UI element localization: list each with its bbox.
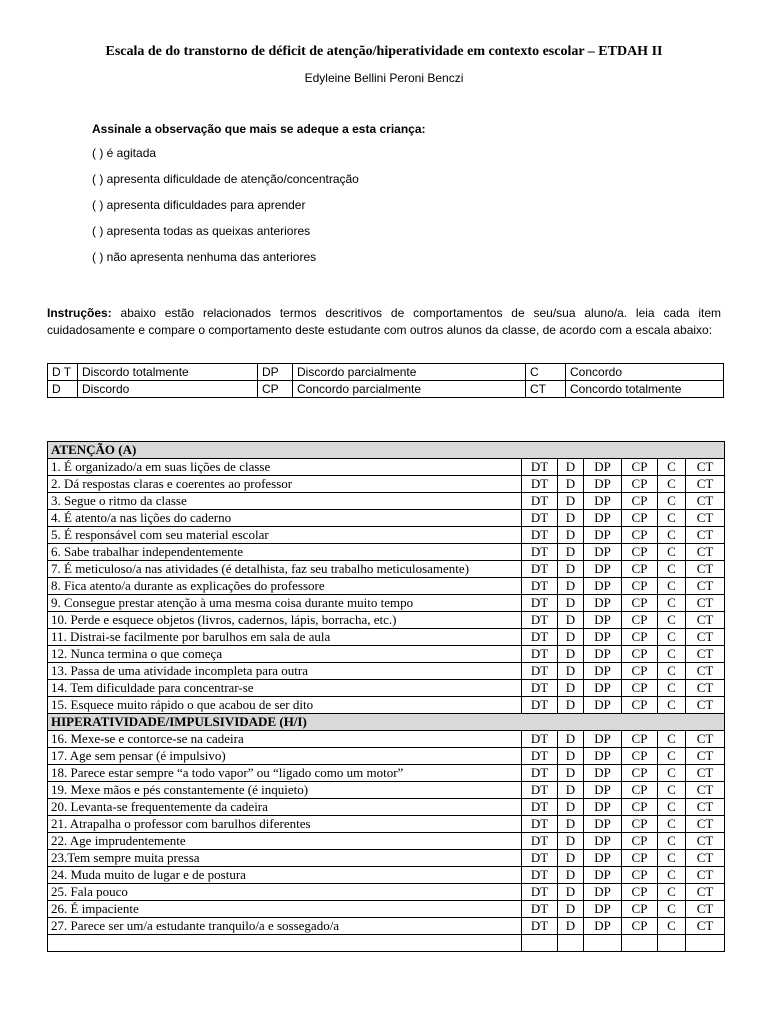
scale-option[interactable]: C [658, 918, 686, 935]
scale-option[interactable]: DP [584, 884, 622, 901]
table-row [48, 833, 725, 850]
table-row [48, 816, 725, 833]
scale-option[interactable]: CT [686, 833, 725, 850]
scale-option[interactable]: CP [622, 748, 658, 765]
scale-option[interactable]: DT [522, 595, 558, 612]
legend-code: C [526, 364, 566, 381]
scale-option[interactable]: DP [584, 459, 622, 476]
scale-option[interactable]: C [658, 544, 686, 561]
legend-row [48, 381, 724, 398]
scale-option[interactable]: CT [686, 884, 725, 901]
table-row [48, 510, 725, 527]
scale-option[interactable]: C [658, 884, 686, 901]
scale-option[interactable]: CT [686, 629, 725, 646]
scale-option[interactable]: D [558, 544, 584, 561]
item-text: 8. Fica atento/a durante as explicações do professore [48, 578, 522, 595]
legend-label: Discordo [78, 381, 258, 398]
scale-option[interactable]: CT [686, 646, 725, 663]
scale-option[interactable]: D [558, 680, 584, 697]
legend-label: Discordo parcialmente [293, 364, 526, 381]
scale-option[interactable]: C [658, 510, 686, 527]
scale-option[interactable]: CP [622, 680, 658, 697]
scale-option[interactable]: CP [622, 833, 658, 850]
scale-option[interactable]: C [658, 816, 686, 833]
legend-code: D T [48, 364, 78, 381]
scale-option[interactable]: CP [622, 578, 658, 595]
scale-option[interactable]: CT [686, 901, 725, 918]
scale-option[interactable]: C [658, 680, 686, 697]
scale-option[interactable]: DP [584, 612, 622, 629]
scale-option[interactable]: CP [622, 595, 658, 612]
scale-option[interactable]: DT [522, 680, 558, 697]
table-row [48, 578, 725, 595]
scale-option[interactable]: C [658, 595, 686, 612]
scale-option[interactable]: C [658, 748, 686, 765]
scale-option[interactable]: CT [686, 561, 725, 578]
observation-option[interactable]: ( ) não apresenta nenhuma das anteriores [92, 250, 317, 264]
scale-option[interactable]: DP [584, 782, 622, 799]
scale-option[interactable]: CP [622, 646, 658, 663]
scale-option[interactable]: CP [622, 867, 658, 884]
section-header-row [48, 442, 725, 459]
scale-option[interactable]: CT [686, 731, 725, 748]
item-text: 9. Consegue prestar atenção à uma mesma coisa durante muito tempo [48, 595, 522, 612]
scale-option[interactable]: CP [622, 561, 658, 578]
scale-option[interactable]: D [558, 612, 584, 629]
section-header-row [48, 714, 725, 731]
item-text: 2. Dá respostas claras e coerentes ao professor [48, 476, 522, 493]
table-row [48, 459, 725, 476]
scale-option[interactable]: CP [622, 493, 658, 510]
scale-option[interactable]: C [658, 799, 686, 816]
scale-option[interactable]: C [658, 901, 686, 918]
scale-option[interactable]: DP [584, 595, 622, 612]
scale-option[interactable]: DP [584, 527, 622, 544]
scale-option[interactable]: C [658, 833, 686, 850]
scale-option[interactable]: DT [522, 731, 558, 748]
scale-option[interactable]: CT [686, 510, 725, 527]
table-row [48, 782, 725, 799]
legend-row [48, 364, 724, 381]
observation-option[interactable]: ( ) é agitada [92, 146, 157, 160]
scale-option[interactable]: CT [686, 816, 725, 833]
table-row [48, 612, 725, 629]
scale-option[interactable]: DT [522, 765, 558, 782]
table-row [48, 629, 725, 646]
scale-option[interactable]: CT [686, 595, 725, 612]
scale-option[interactable]: CP [622, 510, 658, 527]
scale-option[interactable]: CP [622, 544, 658, 561]
item-text: 12. Nunca termina o que começa [48, 646, 522, 663]
scale-option[interactable]: C [658, 850, 686, 867]
scale-option[interactable]: DP [584, 493, 622, 510]
scale-option[interactable]: CT [686, 544, 725, 561]
scale-option[interactable]: CT [686, 918, 725, 935]
instructions [47, 305, 721, 339]
table-row [48, 850, 725, 867]
scale-option[interactable]: CP [622, 901, 658, 918]
table-row [48, 527, 725, 544]
legend-label: Discordo totalmente [78, 364, 258, 381]
scale-option[interactable]: DP [584, 629, 622, 646]
scale-option[interactable]: DT [522, 527, 558, 544]
scale-option[interactable]: DP [584, 918, 622, 935]
scale-option[interactable]: D [558, 867, 584, 884]
scale-option[interactable]: CT [686, 578, 725, 595]
scale-option[interactable]: DT [522, 510, 558, 527]
table-row [48, 884, 725, 901]
scale-option[interactable]: CT [686, 612, 725, 629]
scale-option[interactable]: D [558, 884, 584, 901]
legend-label: Concordo totalmente [566, 381, 724, 398]
table-row [48, 748, 725, 765]
item-text: 19. Mexe mãos e pés constantemente (é inquieto) [48, 782, 522, 799]
instructions-label: Instruções: [47, 306, 112, 320]
scale-option[interactable]: DP [584, 850, 622, 867]
scale-option[interactable]: CP [622, 850, 658, 867]
scale-option[interactable]: DP [584, 544, 622, 561]
scale-option[interactable]: C [658, 765, 686, 782]
scale-option[interactable]: D [558, 799, 584, 816]
item-text: 16. Mexe-se e contorce-se na cadeira [48, 731, 522, 748]
table-row [48, 731, 725, 748]
scale-option[interactable]: CP [622, 459, 658, 476]
scale-option[interactable]: C [658, 697, 686, 714]
scale-option[interactable]: D [558, 901, 584, 918]
scale-option[interactable]: CT [686, 459, 725, 476]
scale-option[interactable]: DT [522, 663, 558, 680]
scale-option[interactable]: D [558, 663, 584, 680]
legend-code: CP [258, 381, 293, 398]
empty-cell [584, 935, 622, 952]
scale-option[interactable]: CT [686, 867, 725, 884]
scale-option[interactable]: DT [522, 493, 558, 510]
legend-code: D [48, 381, 78, 398]
section-title: HIPERATIVIDADE/IMPULSIVIDADE (H/I) [48, 714, 725, 731]
scale-option[interactable]: D [558, 833, 584, 850]
item-text: 18. Parece estar sempre “a todo vapor” ou “ligado como um motor” [48, 765, 522, 782]
scale-option[interactable]: D [558, 731, 584, 748]
scale-option[interactable]: C [658, 612, 686, 629]
scale-option[interactable]: DT [522, 833, 558, 850]
scale-option[interactable]: D [558, 595, 584, 612]
scale-option[interactable]: D [558, 527, 584, 544]
item-text: 3. Segue o ritmo da classe [48, 493, 522, 510]
scale-option[interactable]: CT [686, 850, 725, 867]
scale-option[interactable]: DP [584, 663, 622, 680]
scale-option[interactable]: CT [686, 527, 725, 544]
scale-option[interactable]: D [558, 816, 584, 833]
scale-option[interactable]: CT [686, 782, 725, 799]
scale-option[interactable]: D [558, 748, 584, 765]
scale-option[interactable]: CP [622, 731, 658, 748]
item-text: 14. Tem dificuldade para concentrar-se [48, 680, 522, 697]
scale-option[interactable]: CT [686, 799, 725, 816]
scale-option[interactable]: CP [622, 799, 658, 816]
scale-option[interactable]: C [658, 459, 686, 476]
scale-option[interactable]: DP [584, 901, 622, 918]
scale-option[interactable]: CT [686, 748, 725, 765]
item-text: 5. É responsável com seu material escolar [48, 527, 522, 544]
scale-option[interactable]: CT [686, 493, 725, 510]
item-text: 13. Passa de uma atividade incompleta para outra [48, 663, 522, 680]
legend-code: DP [258, 364, 293, 381]
scale-option[interactable]: CP [622, 476, 658, 493]
legend-label: Concordo parcialmente [293, 381, 526, 398]
scale-option[interactable]: D [558, 493, 584, 510]
scale-legend [47, 363, 724, 398]
scale-option[interactable]: C [658, 646, 686, 663]
scale-option[interactable]: D [558, 850, 584, 867]
scale-option[interactable]: D [558, 697, 584, 714]
scale-option[interactable]: D [558, 476, 584, 493]
item-text: 27. Parece ser um/a estudante tranquilo/a e sossegado/a [48, 918, 522, 935]
scale-option[interactable]: D [558, 561, 584, 578]
scale-option[interactable]: DT [522, 884, 558, 901]
scale-option[interactable]: C [658, 527, 686, 544]
scale-option[interactable]: CP [622, 527, 658, 544]
observation-block [92, 122, 426, 275]
scale-option[interactable]: DP [584, 748, 622, 765]
scale-option[interactable]: DT [522, 850, 558, 867]
table-row [48, 476, 725, 493]
scale-option[interactable]: DP [584, 476, 622, 493]
scale-option[interactable]: CP [622, 918, 658, 935]
empty-cell [658, 935, 686, 952]
item-text: 6. Sabe trabalhar independentemente [48, 544, 522, 561]
scale-option[interactable]: CP [622, 884, 658, 901]
table-row [48, 765, 725, 782]
item-text: 7. É meticuloso/a nas atividades (é detalhista, faz seu trabalho meticulosamente) [48, 561, 522, 578]
scale-option[interactable]: DT [522, 476, 558, 493]
scale-option[interactable]: C [658, 782, 686, 799]
scale-option[interactable]: D [558, 782, 584, 799]
scale-option[interactable]: DT [522, 612, 558, 629]
scale-option[interactable]: CP [622, 782, 658, 799]
scale-option[interactable]: DT [522, 867, 558, 884]
item-text: 20. Levanta-se frequentemente da cadeira [48, 799, 522, 816]
scale-option[interactable]: DP [584, 731, 622, 748]
scale-option[interactable]: C [658, 731, 686, 748]
scale-option[interactable]: DT [522, 816, 558, 833]
item-text: 23.Tem sempre muita pressa [48, 850, 522, 867]
item-text: 11. Distrai-se facilmente por barulhos em sala de aula [48, 629, 522, 646]
scale-option[interactable]: C [658, 629, 686, 646]
scale-option[interactable]: CT [686, 680, 725, 697]
table-row [48, 680, 725, 697]
scale-option[interactable]: CP [622, 663, 658, 680]
document-title: Escala de do transtorno de déficit de atenção/hiperatividade em contexto escolar – ETDAH II [105, 44, 663, 59]
scale-option[interactable]: DT [522, 629, 558, 646]
scale-option[interactable]: DP [584, 680, 622, 697]
empty-cell [522, 935, 558, 952]
scale-option[interactable]: CT [686, 697, 725, 714]
scale-option[interactable]: DT [522, 799, 558, 816]
scale-option[interactable]: D [558, 918, 584, 935]
empty-cell [558, 935, 584, 952]
scale-option[interactable]: DT [522, 901, 558, 918]
scale-option[interactable]: DT [522, 578, 558, 595]
scale-option[interactable]: DP [584, 697, 622, 714]
observation-option[interactable]: ( ) apresenta dificuldades para aprender [92, 198, 306, 212]
scale-option[interactable]: DT [522, 561, 558, 578]
table-row [48, 901, 725, 918]
table-row [48, 561, 725, 578]
instructions-text: abaixo estão relacionados termos descritivos de comportamentos de seu/sua aluno/a. leia cada item cuidadosamente e compare o comportamento deste estudante com outros alunos da classe, de acordo com a escala abaixo: [47, 306, 721, 337]
scale-option[interactable]: DP [584, 765, 622, 782]
table-row [48, 544, 725, 561]
item-text: 17. Age sem pensar (é impulsivo) [48, 748, 522, 765]
item-text: 24. Muda muito de lugar e de postura [48, 867, 522, 884]
scale-option[interactable]: DT [522, 918, 558, 935]
scale-option[interactable]: CT [686, 663, 725, 680]
observation-question: Assinale a observação que mais se adeque a esta criança: [92, 122, 426, 136]
observation-option[interactable]: ( ) apresenta todas as queixas anteriores [92, 224, 311, 238]
table-row [48, 493, 725, 510]
table-row [48, 918, 725, 935]
scale-option[interactable]: CP [622, 612, 658, 629]
table-row [48, 595, 725, 612]
scale-option[interactable]: DT [522, 782, 558, 799]
scale-option[interactable]: CT [686, 765, 725, 782]
scale-option[interactable]: C [658, 663, 686, 680]
empty-cell [686, 935, 725, 952]
empty-cell [622, 935, 658, 952]
scale-option[interactable]: D [558, 459, 584, 476]
table-row [48, 646, 725, 663]
scale-option[interactable]: D [558, 629, 584, 646]
table-row [48, 663, 725, 680]
observation-option[interactable]: ( ) apresenta dificuldade de atenção/concentração [92, 172, 359, 186]
etdah-scale-table [47, 441, 725, 952]
scale-option[interactable]: DP [584, 867, 622, 884]
scale-option[interactable]: DP [584, 646, 622, 663]
scale-option[interactable]: D [558, 765, 584, 782]
author-name: Edyleine Bellini Peroni Benczi [304, 71, 464, 85]
scale-option[interactable]: DT [522, 748, 558, 765]
scale-option[interactable]: CT [686, 476, 725, 493]
item-text: 26. É impaciente [48, 901, 522, 918]
scale-option[interactable]: CP [622, 816, 658, 833]
scale-option[interactable]: D [558, 510, 584, 527]
scale-option[interactable]: DP [584, 833, 622, 850]
scale-option[interactable]: C [658, 561, 686, 578]
scale-option[interactable]: DT [522, 697, 558, 714]
scale-option[interactable]: CP [622, 629, 658, 646]
scale-option[interactable]: DT [522, 459, 558, 476]
scale-option[interactable]: DP [584, 816, 622, 833]
scale-option[interactable]: CP [622, 697, 658, 714]
scale-option[interactable]: DP [584, 578, 622, 595]
scale-option[interactable]: DP [584, 799, 622, 816]
item-text: 25. Fala pouco [48, 884, 522, 901]
scale-option[interactable]: DP [584, 561, 622, 578]
scale-option[interactable]: C [658, 476, 686, 493]
table-row [48, 697, 725, 714]
legend-code: CT [526, 381, 566, 398]
item-text: 10. Perde e esquece objetos (livros, cadernos, lápis, borracha, etc.) [48, 612, 522, 629]
scale-option[interactable]: DP [584, 510, 622, 527]
table-row [48, 799, 725, 816]
scale-option[interactable]: D [558, 646, 584, 663]
empty-cell [48, 935, 522, 952]
item-text: 22. Age imprudentemente [48, 833, 522, 850]
empty-row [48, 935, 725, 952]
scale-option[interactable]: C [658, 867, 686, 884]
legend-label: Concordo [566, 364, 724, 381]
table-row [48, 867, 725, 884]
item-text: 21. Atrapalha o professor com barulhos diferentes [48, 816, 522, 833]
section-title: ATENÇÃO (A) [48, 442, 725, 459]
item-text: 1. É organizado/a em suas lições de classe [48, 459, 522, 476]
scale-option[interactable]: C [658, 493, 686, 510]
item-text: 4. É atento/a nas lições do caderno [48, 510, 522, 527]
scale-option[interactable]: DT [522, 544, 558, 561]
item-text: 15. Esquece muito rápido o que acabou de ser dito [48, 697, 522, 714]
scale-option[interactable]: DT [522, 646, 558, 663]
scale-option[interactable]: CP [622, 765, 658, 782]
scale-option[interactable]: C [658, 578, 686, 595]
scale-option[interactable]: D [558, 578, 584, 595]
